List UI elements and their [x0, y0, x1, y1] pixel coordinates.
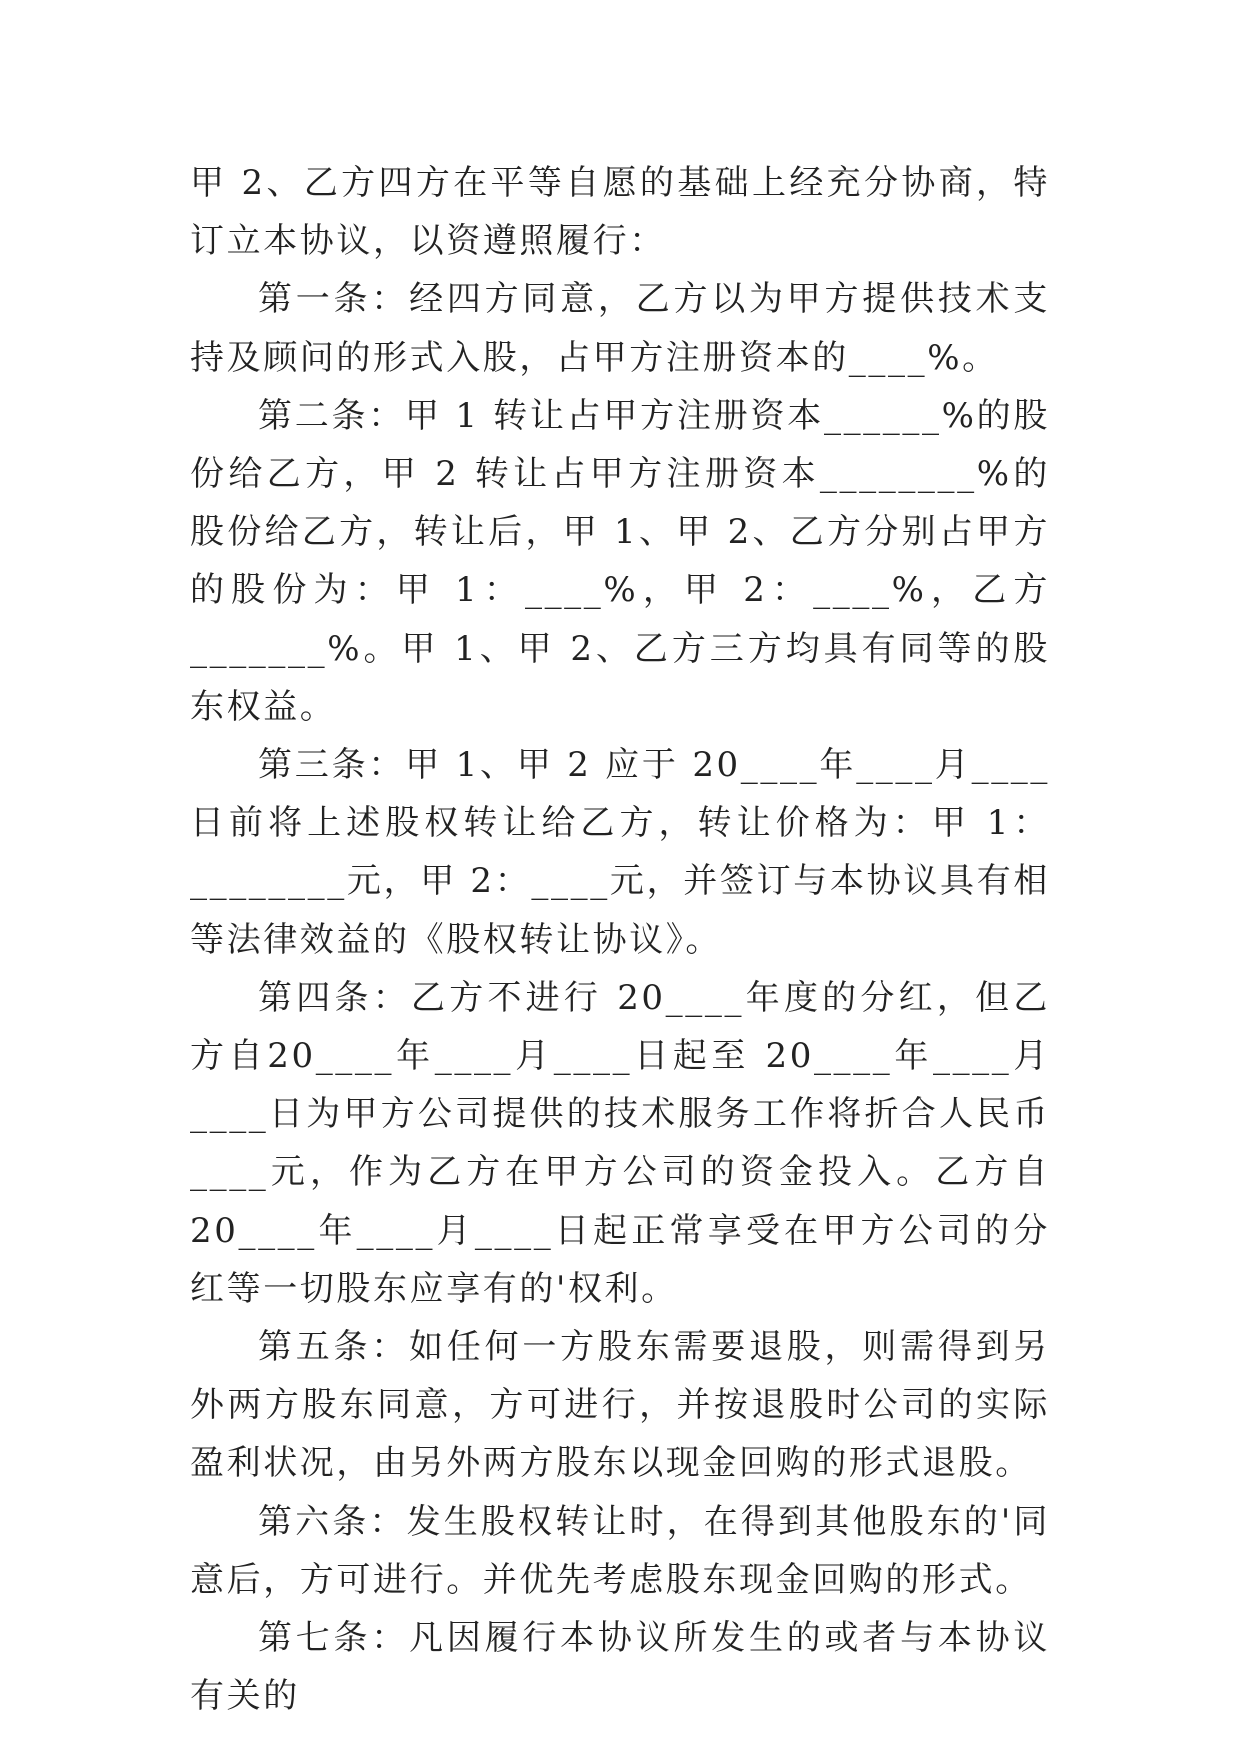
paragraph-article-4: 第四条：乙方不进行 20____年度的分红，但乙方自20____年____月____日起至 20____年____月____日为甲方公司提供的技术服务工作将折合人民币____元，作为乙方在甲方公司的资金投入。乙方自 20____年____月____日起正常享受在甲方公司的分红等一切股东应享有的'权利。 — [190, 977, 1050, 1309]
paragraph-article-1: 第一条：经四方同意，乙方以为甲方提供技术支持及顾问的形式入股，占甲方注册资本的____%。 — [190, 279, 1050, 378]
paragraph-article-3: 第三条：甲 1、甲 2 应于 20____年____月____日前将上述股权转让给乙方，转让价格为：甲 1：________元，甲 2：____元，并签订与本协议具有相等法律效益的《股权转让协议》。 — [190, 745, 1050, 960]
paragraph-article-7: 第七条：凡因履行本协议所发生的或者与本协议有关的 — [190, 1618, 1050, 1717]
paragraph-preamble: 甲 2、乙方四方在平等自愿的基础上经充分协商，特订立本协议，以资遵照履行： — [190, 163, 1050, 262]
document-body — [190, 154, 1050, 1725]
paragraph-article-5: 第五条：如任何一方股东需要退股，则需得到另外两方股东同意，方可进行，并按退股时公司的实际盈利状况，由另外两方股东以现金回购的形式退股。 — [190, 1327, 1050, 1484]
paragraph-article-2: 第二条：甲 1 转让占甲方注册资本______%的股份给乙方，甲 2 转让占甲方注册资本________%的股份给乙方，转让后，甲 1、甲 2、乙方分别占甲方的股份为：甲 1：____%，甲 2：____%，乙方_______%。甲 1、甲 2、乙方三方均具有同等的股东权益。 — [190, 395, 1050, 727]
paragraph-article-6: 第六条：发生股权转让时，在得到其他股东的'同意后，方可进行。并优先考虑股东现金回购的形式。 — [190, 1501, 1050, 1600]
